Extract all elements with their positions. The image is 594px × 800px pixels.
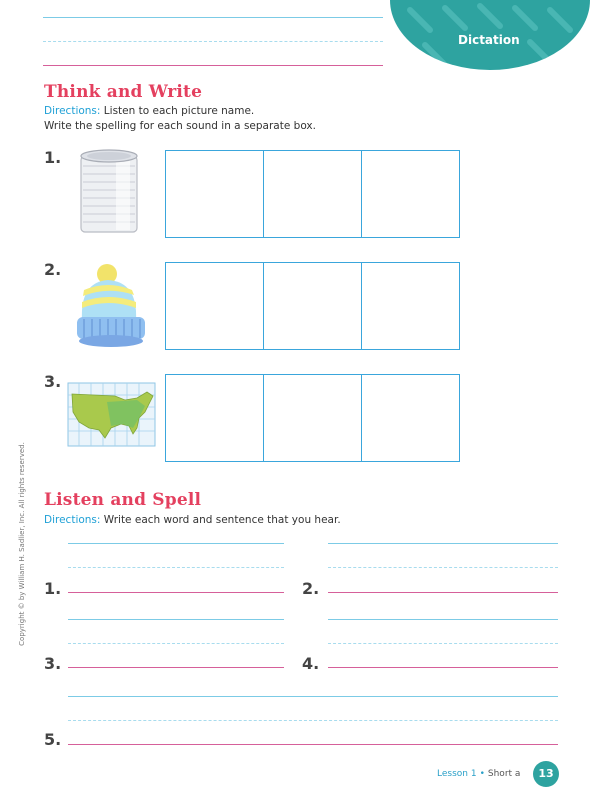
writing-line-top bbox=[68, 696, 558, 697]
listen-spell-title: Listen and Spell bbox=[44, 490, 202, 510]
sound-box[interactable] bbox=[166, 151, 264, 237]
directions-line2: Write the spelling for each sound in a separate box. bbox=[44, 120, 316, 132]
writing-line-mid bbox=[68, 720, 558, 721]
sound-box[interactable] bbox=[362, 151, 459, 237]
writing-line-base-1[interactable] bbox=[68, 592, 284, 593]
sound-box[interactable] bbox=[264, 151, 362, 237]
top-writing-line-base bbox=[43, 65, 383, 66]
bullet-icon: • bbox=[479, 769, 485, 779]
top-writing-line-mid bbox=[43, 41, 383, 42]
usa-map-icon bbox=[67, 382, 157, 448]
writing-line-mid bbox=[328, 567, 558, 568]
sound-box[interactable] bbox=[166, 263, 264, 349]
writing-line-top bbox=[328, 543, 558, 544]
sound-box[interactable] bbox=[362, 375, 459, 461]
sound-box[interactable] bbox=[166, 375, 264, 461]
think-write-title: Think and Write bbox=[44, 82, 203, 102]
page-number: 13 bbox=[533, 761, 559, 787]
sound-box[interactable] bbox=[264, 375, 362, 461]
writing-line-base-2[interactable] bbox=[328, 592, 558, 593]
item-number-3: 3. bbox=[44, 372, 62, 391]
sound-box-row-2 bbox=[165, 262, 460, 350]
can-icon bbox=[78, 148, 140, 236]
item-number-1: 1. bbox=[44, 148, 62, 167]
writing-line-base-3[interactable] bbox=[68, 667, 284, 668]
writing-line-mid bbox=[68, 567, 284, 568]
word-number-2: 2. bbox=[302, 579, 320, 598]
think-write-directions bbox=[44, 104, 316, 134]
directions-label: Directions: bbox=[44, 105, 101, 117]
writing-line-top bbox=[68, 543, 284, 544]
sound-box[interactable] bbox=[362, 263, 459, 349]
copyright-text: Copyright © by William H. Sadlier, Inc. All rights reserved. bbox=[18, 442, 26, 646]
writing-line-base-5[interactable] bbox=[68, 744, 558, 745]
word-number-1: 1. bbox=[44, 579, 62, 598]
item-number-2: 2. bbox=[44, 260, 62, 279]
footer bbox=[437, 769, 520, 779]
listen-spell-directions bbox=[44, 513, 341, 528]
sound-box-row-1 bbox=[165, 150, 460, 238]
word-number-3: 3. bbox=[44, 654, 62, 673]
footer-topic: Short a bbox=[487, 769, 521, 779]
writing-line-mid bbox=[68, 643, 284, 644]
directions-line1: Listen to each picture name. bbox=[103, 105, 255, 117]
directions-label: Directions: bbox=[44, 514, 101, 526]
word-number-4: 4. bbox=[302, 654, 320, 673]
winter-hat-icon bbox=[74, 262, 150, 350]
writing-line-top bbox=[68, 619, 284, 620]
sound-box[interactable] bbox=[264, 263, 362, 349]
sentence-number-5: 5. bbox=[44, 730, 62, 749]
writing-line-top bbox=[328, 619, 558, 620]
top-writing-line-top bbox=[43, 17, 383, 18]
dictation-label: Dictation bbox=[458, 33, 520, 47]
footer-lesson: Lesson 1 bbox=[437, 769, 477, 779]
sound-box-row-3 bbox=[165, 374, 460, 462]
writing-line-mid bbox=[328, 643, 558, 644]
writing-line-base-4[interactable] bbox=[328, 667, 558, 668]
directions-text: Write each word and sentence that you hear. bbox=[103, 514, 341, 526]
